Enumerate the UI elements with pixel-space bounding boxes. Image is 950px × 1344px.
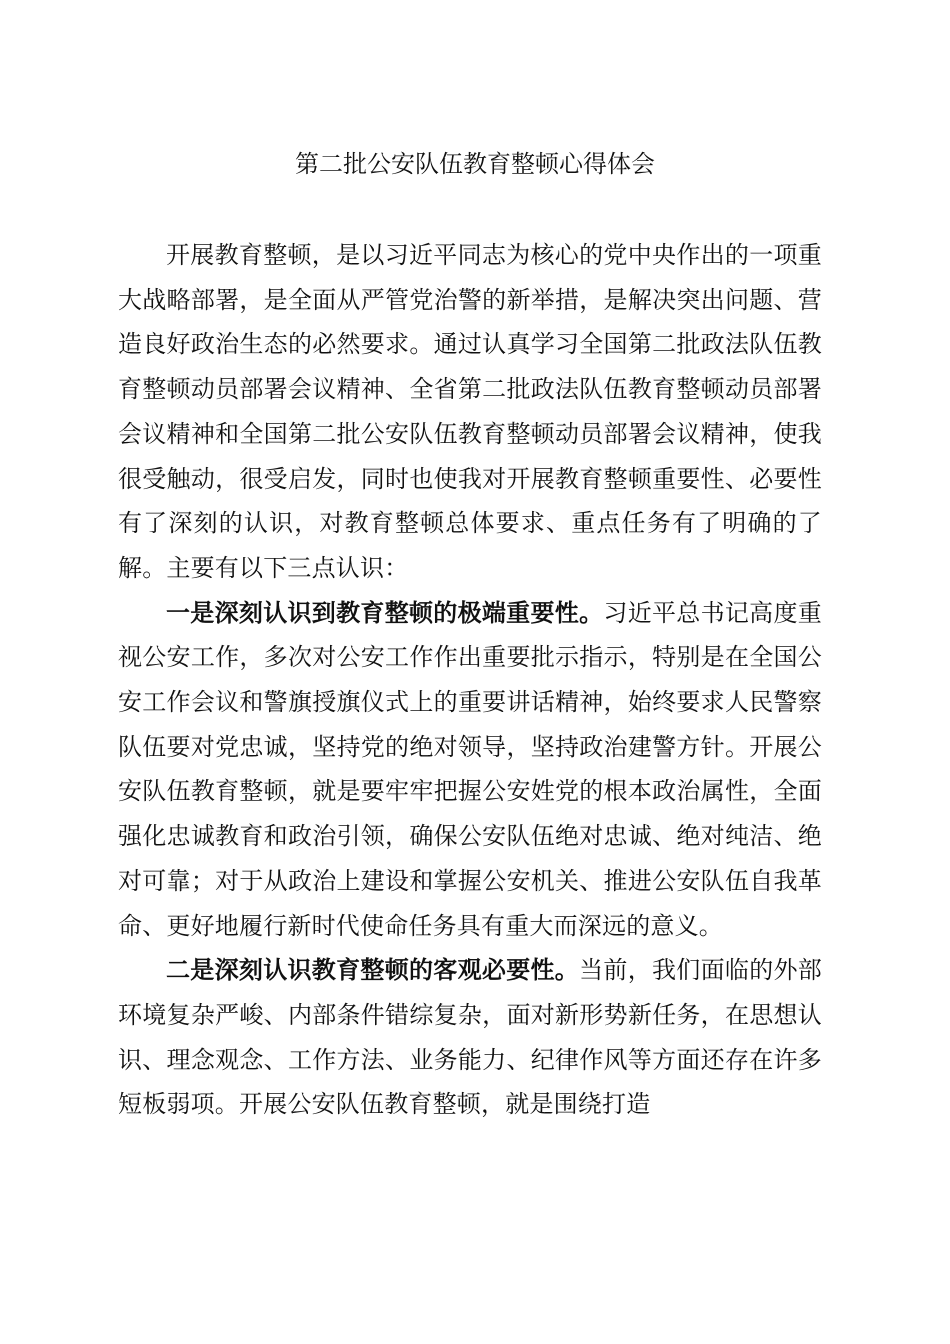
document-body	[118, 233, 822, 1127]
paragraph-point-two	[118, 948, 822, 1127]
paragraph-text: 开展教育整顿，是以习近平同志为核心的党中央作出的一项重大战略部署，是全面从严管党治警的新举措，是解决突出问题、营造良好政治生态的必然要求。通过认真学习全国第二批政法队伍教育整顿动员部署会议精神、全省第二批政法队伍教育整顿动员部署会议精神和全国第二批公安队伍教育整顿动员部署会议精神，使我很受触动，很受启发，同时也使我对开展教育整顿重要性、必要性有了深刻的认识，对教育整顿总体要求、重点任务有了明确的了解。主要有以下三点认识：	[118, 241, 822, 582]
paragraph-intro	[118, 233, 822, 591]
paragraph-lead: 一是深刻认识到教育整顿的极端重要性。	[166, 597, 604, 627]
paragraph-lead: 二是深刻认识教育整顿的客观必要性。	[166, 955, 580, 985]
document-title: 第二批公安队伍教育整顿心得体会	[295, 150, 655, 178]
paragraph-text: 当前，我们面临的外部环境复杂严峻、内部条件错综复杂，面对新形势新任务，在思想认识、理念观念、工作方法、业务能力、纪律作风等方面还存在许多短板弱项。开展公安队伍教育整顿，就是围绕打造	[118, 956, 823, 1119]
paragraph-point-one	[118, 591, 822, 949]
paragraph-text: 习近平总书记高度重视公安工作，多次对公安工作作出重要批示指示，特别是在全国公安工作会议和警旗授旗仪式上的重要讲话精神，始终要求人民警察队伍要对党忠诚，坚持党的绝对领导，坚持政治建警方针。开展公安队伍教育整顿，就是要牢牢把握公安姓党的根本政治属性，全面强化忠诚教育和政治引领，确保公安队伍绝对忠诚、绝对纯洁、绝对可靠；对于从政治上建设和掌握公安机关、推进公安队伍自我革命、更好地履行新时代使命任务具有重大而深远的意义。	[118, 598, 822, 940]
